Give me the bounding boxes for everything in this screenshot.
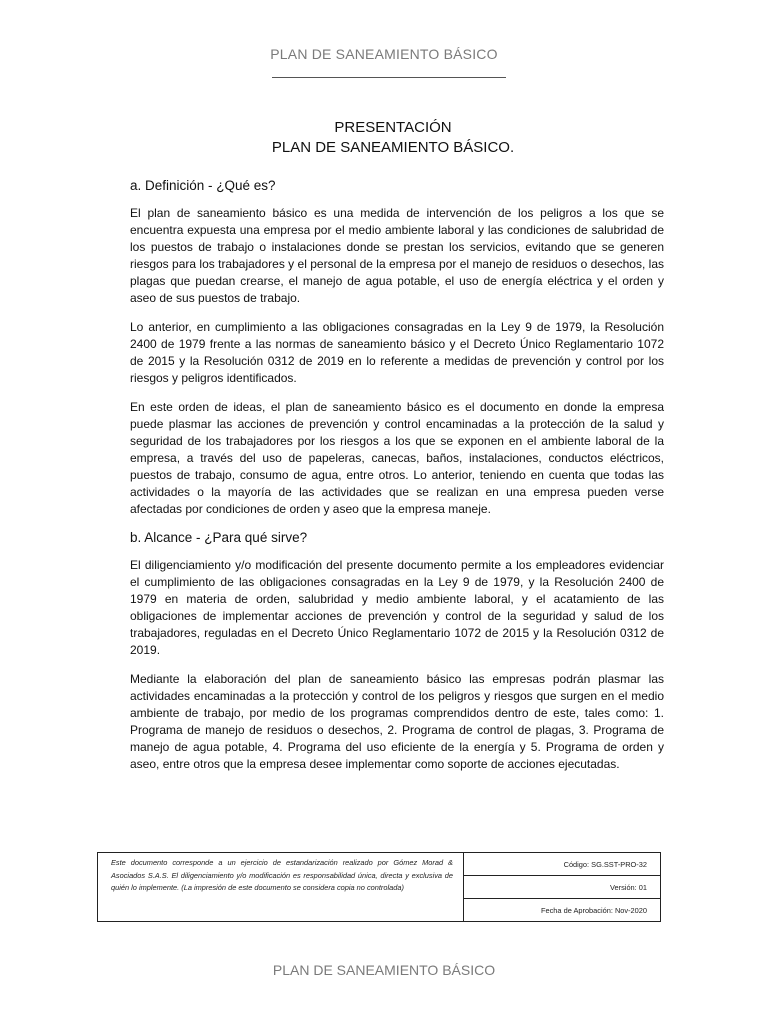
- document-version: Versión: 01: [464, 876, 660, 899]
- footer-info-table: [97, 852, 661, 922]
- section-heading: b. Alcance - ¿Para qué sirve?: [130, 530, 308, 545]
- page-footer-title: PLAN DE SANEAMIENTO BÁSICO: [272, 962, 496, 978]
- page-header-title: PLAN DE SANEAMIENTO BÁSICO: [270, 46, 498, 62]
- document-title: [0, 118, 768, 158]
- paragraph: El plan de saneamiento básico es una medida de intervención de los peligros a los que se encuentra expuesta una empresa por el medio ambiente laboral y las condiciones de salubridad de los puestos de trabajo o instalaciones donde se prestan los servicios, evitando que se generen riesgos para los trabajadores y el personal de la empresa por el manejo de residuos o desechos, las plagas que puedan crearse, el manejo de agua potable, el uso de energía eléctrica y el orden y aseo de sus puestos de trabajo.: [130, 206, 664, 305]
- section-heading: a. Definición - ¿Qué es?: [130, 178, 276, 193]
- title-line-2: PLAN DE SANEAMIENTO BÁSICO.: [271, 139, 515, 156]
- title-line-1: PRESENTACIÓN: [334, 119, 452, 136]
- footer-disclaimer: Este documento corresponde a un ejercicio de estandarización realizado por Gómez Morad & Asociados S.A.S. El diligenciamiento y/o modificación es responsabilidad única, directa y exclusiva de quién lo implemente. (La impresión de este documento se considera copia no controlada): [98, 853, 464, 921]
- paragraph: Lo anterior, en cumplimiento a las obligaciones consagradas en la Ley 9 de 1979, la Resolución 2400 de 1979 frente a las normas de saneamiento básico y el Decreto Único Reglamentario 1072 de 2015 y la Resolución 0312 de 2019 en lo referente a medidas de prevención y control por los riesgos y peligros identificados.: [130, 320, 664, 385]
- approval-date: Fecha de Aprobación: Nov-2020: [540, 905, 647, 915]
- paragraph: En este orden de ideas, el plan de saneamiento básico es el documento en donde la empresa puede plasmar las acciones de prevención y control encaminadas a la protección de la salud y seguridad de los trabajadores por los riesgos a los que se exponen en el ambiente laboral de la empresa, a través del uso de papeleras, canecas, baños, instalaciones, conductos eléctricos, puestos de trabajo, consumo de agua, entre otros. Lo anterior, teniendo en cuenta que todas las actividades o la mayoría de las actividades que se realizan en una empresa pueden verse afectadas por condiciones de orden y aseo que la empresa maneje.: [130, 400, 664, 516]
- paragraph: Mediante la elaboración del plan de saneamiento básico las empresas podrán plasmar las actividades encaminadas a la protección y control de los peligros y riesgos que surgen en el medio ambiente de trabajo, por medio de los programas comprendidos dentro de este, tales como: 1. Programa de manejo de residuos o desechos, 2. Programa de control de plagas, 3. Programa de manejo de agua potable, 4. Programa del uso eficiente de la energía y 5. Programa de orden y aseo, entre otros que la empresa desee implementar como soporte de acciones ejecutadas.: [130, 672, 664, 771]
- header-divider: [272, 77, 506, 78]
- section-definition: [130, 178, 664, 518]
- document-body: [130, 178, 664, 785]
- paragraph: El diligenciamiento y/o modificación del presente documento permite a los empleadores evidenciar el cumplimiento de las obligaciones consagradas en la Ley 9 de 1979, y la Resolución 2400 de 1979 en materia de orden, salubridad y medio ambiente laboral, y el acatamiento de las obligaciones de implementar acciones de prevención y control de la seguridad y salud de los trabajadores, reguladas en el Decreto Único Reglamentario 1072 de 2015 y la Resolución 0312 de 2019.: [130, 558, 664, 657]
- section-scope: [130, 530, 664, 773]
- document-code: Código: SG.SST-PRO-32: [464, 853, 660, 876]
- footer-metadata: [464, 853, 660, 921]
